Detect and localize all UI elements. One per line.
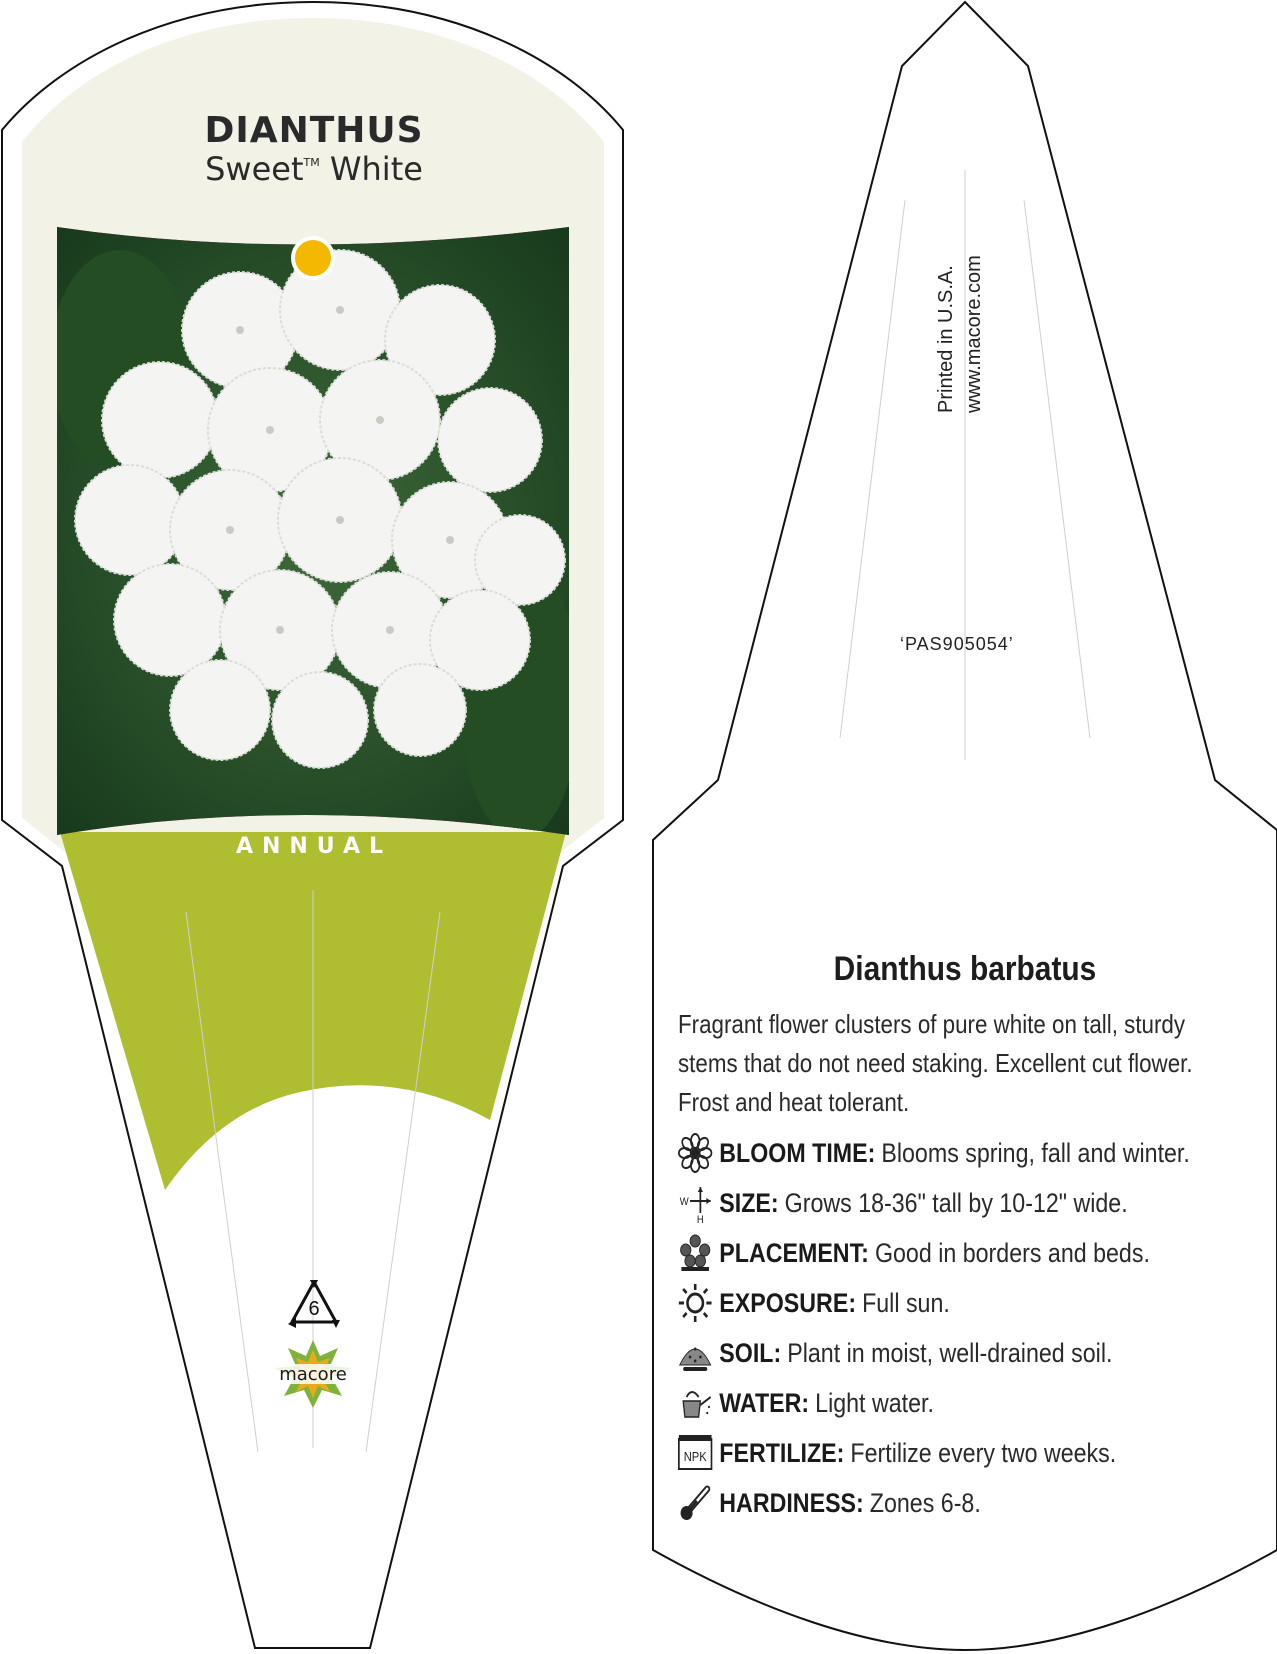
attr-label: FERTILIZE:: [719, 1437, 845, 1468]
print-info: [935, 200, 985, 413]
variety-name: [0, 150, 628, 188]
attr-value: Full sun.: [862, 1287, 950, 1318]
size-height-letter: H: [696, 1214, 704, 1223]
scientific-name: Dianthus barbatus: [833, 950, 1097, 988]
attr-hardiness: [678, 1478, 1228, 1528]
attr-fertilize: [678, 1428, 1228, 1478]
attr-water: [678, 1378, 1228, 1428]
attr-value: Grows 18-36" tall by 10-12" wide.: [784, 1187, 1128, 1218]
attr-label: EXPOSURE:: [719, 1287, 857, 1318]
soil-icon: [678, 1333, 712, 1373]
printed-in: Printed in U.S.A.: [935, 265, 957, 413]
flower-photo: [50, 227, 580, 840]
attr-label: SOIL:: [719, 1337, 782, 1368]
attr-size: [678, 1178, 1228, 1228]
trademark-mark: TM: [303, 156, 320, 169]
thermometer-icon: [678, 1483, 712, 1523]
website-link[interactable]: www.macore.com: [963, 255, 985, 413]
size-arrows-icon: [678, 1183, 712, 1223]
attr-value: Good in borders and beds.: [874, 1237, 1150, 1268]
sun-requirement-dot: [293, 238, 333, 278]
variety-name-first: Sweet: [205, 150, 304, 188]
attr-bloom-time: [678, 1128, 1228, 1178]
npk-icon: [678, 1433, 712, 1473]
attr-exposure: [678, 1278, 1228, 1328]
recycle-code: 6: [308, 1298, 320, 1320]
sun-icon: [678, 1283, 712, 1323]
variety-name-rest: White: [319, 150, 423, 188]
attr-label: SIZE:: [719, 1187, 779, 1218]
plant-category: ANNUAL: [235, 834, 393, 859]
watering-can-icon: [678, 1383, 712, 1423]
macore-logo: [268, 1338, 358, 1410]
placement-flowers-icon: [678, 1233, 712, 1273]
plant-description: Fragrant flower clusters of pure white on tall, sturdy stems that do not need staking. Excellent cut flower. Frost and heat tolerant.: [678, 1009, 1193, 1117]
attr-label: HARDINESS:: [719, 1487, 864, 1518]
attr-value: Light water.: [815, 1387, 934, 1418]
attr-placement: [678, 1228, 1228, 1278]
plant-name: DIANTHUS: [204, 110, 424, 151]
attr-value: Blooms spring, fall and winter.: [881, 1137, 1190, 1168]
attr-label: BLOOM TIME:: [719, 1137, 876, 1168]
care-attributes: [678, 1128, 1277, 1528]
attr-value: Plant in moist, well-drained soil.: [787, 1337, 1113, 1368]
npk-text: NPK: [683, 1449, 707, 1465]
attr-label: WATER:: [719, 1387, 810, 1418]
size-width-letter: W: [679, 1196, 689, 1209]
attr-value: Zones 6-8.: [869, 1487, 981, 1518]
attr-value: Fertilize every two weeks.: [850, 1437, 1117, 1468]
flower-icon: [678, 1133, 712, 1173]
attr-label: PLACEMENT:: [719, 1237, 869, 1268]
recycle-icon: [284, 1276, 344, 1332]
attr-soil: [678, 1328, 1228, 1378]
patent-number: ‘PAS905054’: [900, 634, 1014, 654]
brand-name: macore: [279, 1364, 347, 1385]
